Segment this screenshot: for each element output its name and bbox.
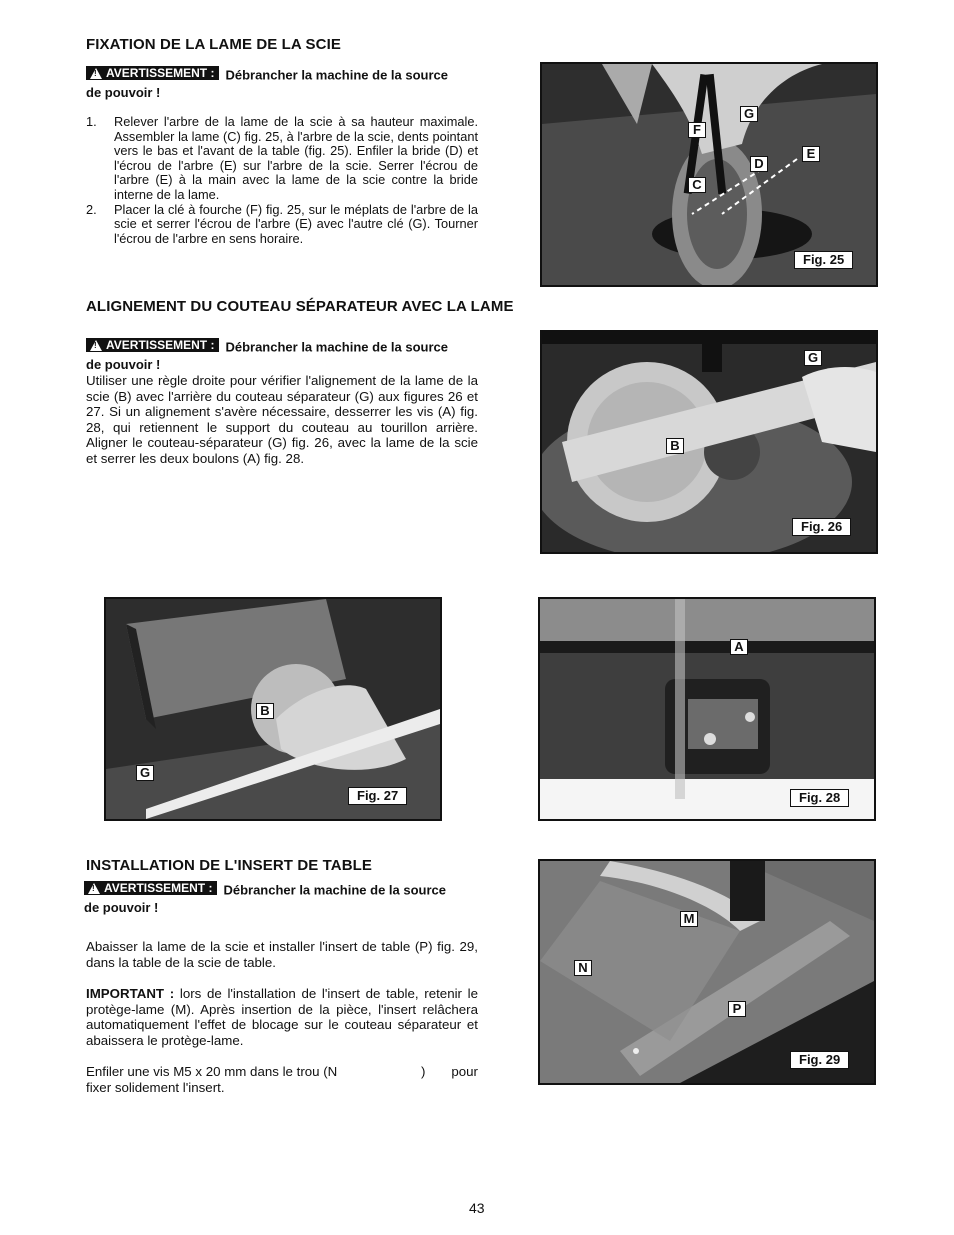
warning-badge: ! AVERTISSEMENT :: [84, 881, 217, 895]
step-item: 2. Placer la clé à fourche (F) fig. 25, sur le méplats de l'arbre de la scie et serrer l'écrou de l'arbre (E) avec l'autre clé (G). Tourner l'écrou de l'arbre en sens horaire.: [86, 201, 478, 246]
fig28-illustration: [540, 599, 874, 819]
callout-N: N: [574, 960, 592, 976]
callout-D: D: [750, 156, 768, 172]
figure-label: Fig. 26: [792, 518, 851, 536]
callout-F: F: [688, 122, 706, 138]
callout-G: G: [136, 765, 154, 781]
warning-text-cont: de pouvoir !: [86, 356, 161, 372]
callout-E: E: [802, 146, 820, 162]
warning-row: [86, 338, 486, 373]
callout-C: C: [688, 177, 706, 193]
figure-label: Fig. 25: [794, 251, 853, 269]
figure-29-photo: [538, 859, 876, 1085]
warning-text-cont: de pouvoir !: [84, 899, 159, 915]
callout-A: A: [730, 639, 748, 655]
warning-badge: ! AVERTISSEMENT :: [86, 66, 219, 80]
figure-28-photo: [538, 597, 876, 821]
insert-para-1: Abaisser la lame de la scie et installer l'insert de table (P) fig. 29, dans la table de la scie de table.: [86, 939, 478, 970]
callout-B: B: [256, 703, 274, 719]
warning-triangle-icon: [90, 68, 102, 79]
figure-26-photo: [540, 330, 878, 554]
figure-label: Fig. 27: [348, 787, 407, 805]
figure-25-photo: [540, 62, 878, 287]
warning-row: [86, 66, 486, 101]
section-title-blade-mounting: FIXATION DE LA LAME DE LA SCIE: [86, 36, 341, 53]
callout-G: G: [804, 350, 822, 366]
steps-list: [86, 115, 478, 246]
figure-label: Fig. 28: [790, 789, 849, 807]
callout-G: G: [740, 106, 758, 122]
figure-27-photo: [104, 597, 442, 821]
important-label: IMPORTANT :: [86, 986, 175, 1001]
figure-label: Fig. 29: [790, 1051, 849, 1069]
page-number: 43: [469, 1200, 485, 1216]
warning-text-cont: de pouvoir !: [86, 84, 161, 100]
callout-M: M: [680, 911, 698, 927]
warning-badge: ! AVERTISSEMENT :: [86, 338, 219, 352]
callout-B: B: [666, 438, 684, 454]
step-item: 1. Relever l'arbre de la lame de la scie à sa hauteur maximale. Assembler la lame (C) fig. 25, à l'arbre de la scie, dents pointant vers le bas et l'avant de la table (fig. 25). Enfiler la bride (D) et l'écrou de l'arbre (E) sur l'arbre de la scie. Serrer l'écrou de l'arbre (E) à la main avec la lame de la scie contre la bride interne de la lame.: [86, 114, 478, 202]
warning-text: Débrancher la machine de la source: [223, 882, 446, 898]
warning-text: Débrancher la machine de la source: [225, 339, 448, 355]
warning-row: [84, 881, 484, 916]
warning-triangle-icon: [90, 340, 102, 351]
section-title-riving-knife-alignment: ALIGNEMENT DU COUTEAU SÉPARATEUR AVEC LA LAME: [86, 298, 514, 315]
callout-P: P: [728, 1001, 746, 1017]
warning-text: Débrancher la machine de la source: [225, 67, 448, 83]
insert-para-2: IMPORTANT : lors de l'installation de l'insert de table, retenir le protège-lame (M). Après insertion de la pièce, l'insert relâchera automatiquement l'effet de blocage sur le couteau séparateur et abaissera le protège-lame.: [86, 986, 479, 1048]
section-title-table-insert: INSTALLATION DE L'INSERT DE TABLE: [86, 857, 373, 874]
alignment-instructions: Utiliser une règle droite pour vérifier l'alignement de la lame de la scie (B) avec l'arrière du couteau séparateur (G) aux figures 26 et 27. Si un alignement s'avère nécessaire, desserrer les vis (A) fig. 28, qui retiennent le support du couteau au tourillon arrière. Aligner le couteau-séparateur (G) fig. 26, avec la lame de la scie et serrer les deux boulons (A) fig. 28.: [86, 373, 478, 466]
insert-para-3: Enfiler une vis M5 x 20 mm dans le trou (N ) pour fixer solidement l'insert.: [86, 1064, 478, 1095]
warning-triangle-icon: [88, 883, 100, 894]
